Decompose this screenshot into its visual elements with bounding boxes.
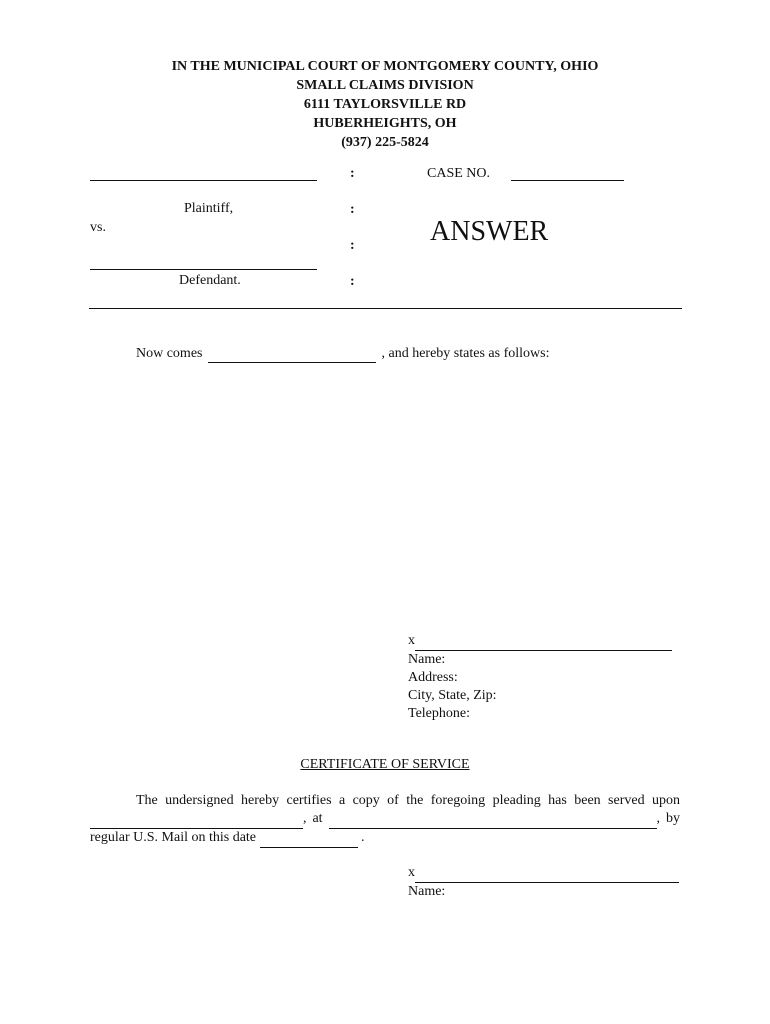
caption-colon-1: : (350, 166, 355, 181)
served-address-blank[interactable] (329, 810, 657, 829)
certificate-name-label: Name: (408, 884, 446, 899)
court-phone: (937) 225-5824 (341, 135, 429, 150)
certificate-signature-block (408, 864, 679, 901)
plaintiff-name-line[interactable] (90, 180, 317, 181)
defendant-name-line[interactable] (90, 269, 317, 270)
address-label: Address: (408, 670, 458, 685)
certificate-text-3: , by regular U.S. Mail on this date (90, 811, 681, 845)
certificate-signature-row (408, 864, 679, 883)
served-party-blank[interactable] (90, 810, 303, 829)
defendant-label: Defendant. (179, 273, 241, 288)
caption-colon-3: : (350, 238, 355, 253)
court-street: 6111 TAYLORSVILLE RD (303, 97, 467, 112)
court-city: HUBERHEIGHTS, OH (313, 116, 457, 131)
signature-line-row (408, 632, 672, 651)
states-text: , and hereby states as follows: (381, 346, 550, 361)
vs-label: vs. (90, 220, 106, 235)
certificate-paragraph (90, 792, 680, 848)
now-comes-text: Now comes (136, 346, 203, 361)
party-name-blank[interactable] (208, 346, 376, 363)
caption-colon-2: : (350, 202, 355, 217)
caption-colon-4: : (350, 274, 355, 289)
certificate-signature-line[interactable] (415, 864, 679, 883)
service-date-blank[interactable] (260, 829, 358, 848)
x-mark: x (408, 633, 415, 648)
signature-block (408, 632, 672, 723)
certificate-text-1: The undersigned hereby certifies a copy of the foregoing pleading has been served upon (136, 793, 680, 808)
answer-title: ANSWER (430, 216, 549, 247)
plaintiff-label: Plaintiff, (184, 201, 234, 216)
court-name: IN THE MUNICIPAL COURT OF MONTGOMERY COUNTY, OHIO (171, 59, 599, 74)
certificate-x-mark: x (408, 865, 415, 880)
telephone-label: Telephone: (408, 706, 470, 721)
certificate-text-4: . (361, 830, 365, 845)
now-comes-line (136, 346, 549, 363)
name-label: Name: (408, 652, 446, 667)
case-no-line[interactable] (511, 180, 624, 181)
court-header (0, 57, 770, 152)
caption-divider (89, 308, 682, 309)
city-state-zip-label: City, State, Zip: (408, 688, 497, 703)
certificate-title: CERTIFICATE OF SERVICE (300, 757, 470, 772)
case-no-label: CASE NO. (427, 166, 491, 181)
certificate-text-2: , at (303, 811, 323, 826)
division-name: SMALL CLAIMS DIVISION (296, 78, 474, 93)
signature-line[interactable] (415, 632, 672, 651)
